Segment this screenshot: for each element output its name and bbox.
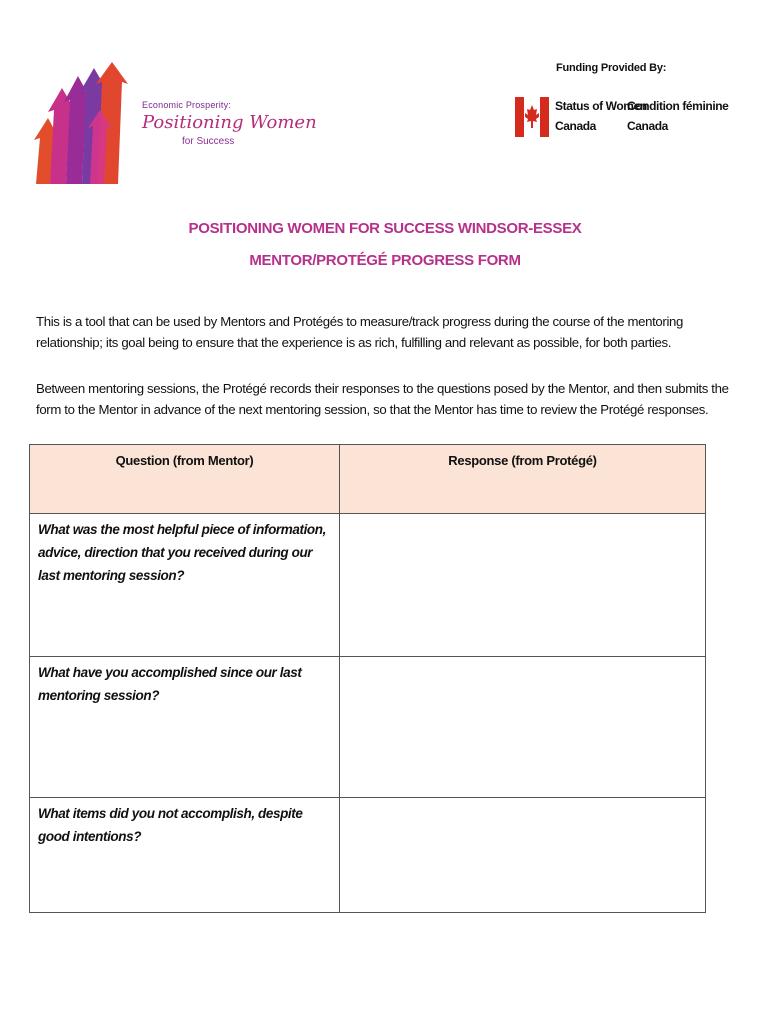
response-cell[interactable] — [340, 514, 706, 657]
agency-fr-line1: Condition féminine — [627, 99, 729, 113]
agency-en-line1: Status of Women — [555, 99, 647, 113]
document-title: POSITIONING WOMEN FOR SUCCESS WINDSOR-ESSEX — [188, 220, 582, 237]
intro-paragraph-2: Between mentoring sessions, the Protégé records their responses to the questions posed by the Mentor, and then submits the form to the Mentor in advance of the next mentoring session, so that the Mentor has time to review the Protégé responses. — [36, 381, 729, 417]
table-row — [30, 798, 706, 913]
response-cell[interactable] — [340, 798, 706, 913]
agency-name-french — [627, 96, 728, 136]
canada-flag-icon — [515, 97, 549, 137]
progress-form-table — [29, 444, 706, 913]
question-cell: What have you accomplished since our last mentoring session? — [30, 657, 340, 798]
document-subtitle: MENTOR/PROTÉGÉ PROGRESS FORM — [249, 252, 521, 269]
table-row — [30, 514, 706, 657]
agency-en-line2: Canada — [555, 119, 596, 133]
intro-paragraph-1: This is a tool that can be used by Mentors and Protégés to measure/track progress during the course of the mentoring relationship; its goal being to ensure that the experience is as rich, fulfilling and relevant as possible, for both parties. — [36, 314, 683, 350]
table-header-row — [30, 445, 706, 514]
logo-tagline: Economic Prosperity: — [142, 100, 232, 110]
table-row — [30, 657, 706, 798]
question-cell: What was the most helpful piece of information, advice, direction that you received during our last mentoring session? — [30, 514, 340, 657]
agency-fr-line2: Canada — [627, 119, 668, 133]
question-cell: What items did you not accomplish, despite good intentions? — [30, 798, 340, 913]
logo-subname: for Success — [182, 136, 235, 147]
program-logo — [30, 60, 317, 190]
funding-label: Funding Provided By: — [556, 62, 667, 74]
response-column-header: Response (from Protégé) — [340, 445, 706, 514]
question-column-header: Question (from Mentor) — [30, 445, 340, 514]
logo-name: Positioning Women — [142, 112, 317, 133]
response-cell[interactable] — [340, 657, 706, 798]
